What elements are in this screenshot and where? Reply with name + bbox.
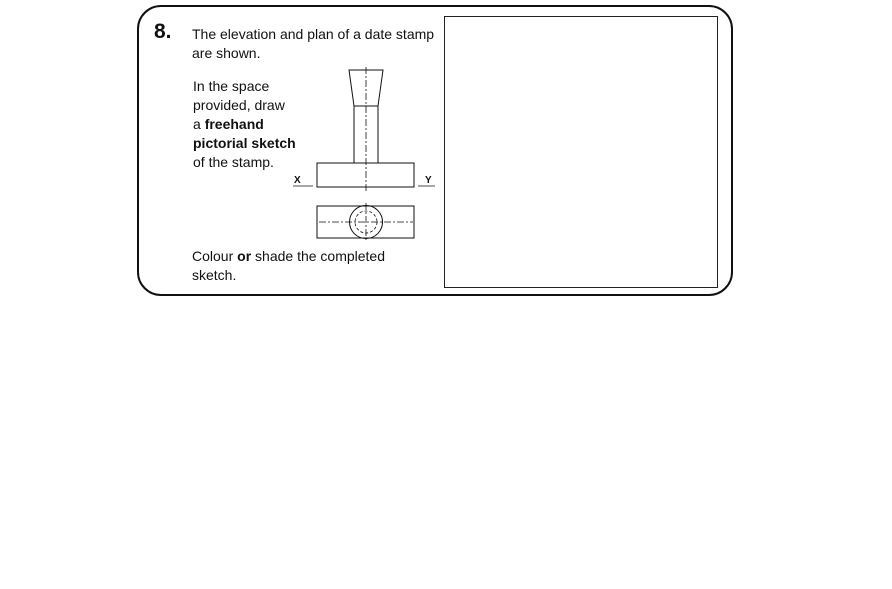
instruction-line-1: In the space (193, 78, 270, 94)
sketch-instruction (193, 77, 303, 172)
x-label: X (294, 175, 301, 186)
intro-line-1: The elevation and plan of a date stamp (192, 26, 435, 42)
instruction-line-2: provided, draw (193, 97, 285, 113)
plan-view (317, 203, 414, 241)
y-label: Y (425, 175, 432, 186)
instruction-freehand: freehand (204, 116, 264, 132)
sketch-answer-box[interactable] (444, 16, 718, 288)
instruction-pictorial-sketch: pictorial sketch (193, 135, 296, 151)
colour-prefix: Colour (192, 248, 238, 264)
question-box (137, 5, 733, 296)
instruction-line-3-prefix: a (193, 116, 205, 132)
question-number: 8. (154, 20, 172, 43)
elevation-handle-taper (349, 70, 383, 106)
colour-line-2: sketch. (192, 267, 237, 283)
instruction-line-3 (193, 115, 303, 134)
question-intro (192, 25, 447, 63)
instruction-line-5: of the stamp. (193, 154, 274, 170)
colour-or: or (237, 248, 252, 264)
elevation-base (317, 163, 414, 187)
colour-suffix: shade the completed (251, 248, 386, 264)
intro-line-2: are shown. (192, 45, 261, 61)
elevation-view (317, 67, 414, 191)
stamp-orthographic-drawing (289, 67, 439, 247)
colour-instruction (192, 247, 432, 285)
instruction-line-4 (193, 134, 303, 153)
colour-line-1 (192, 247, 432, 266)
